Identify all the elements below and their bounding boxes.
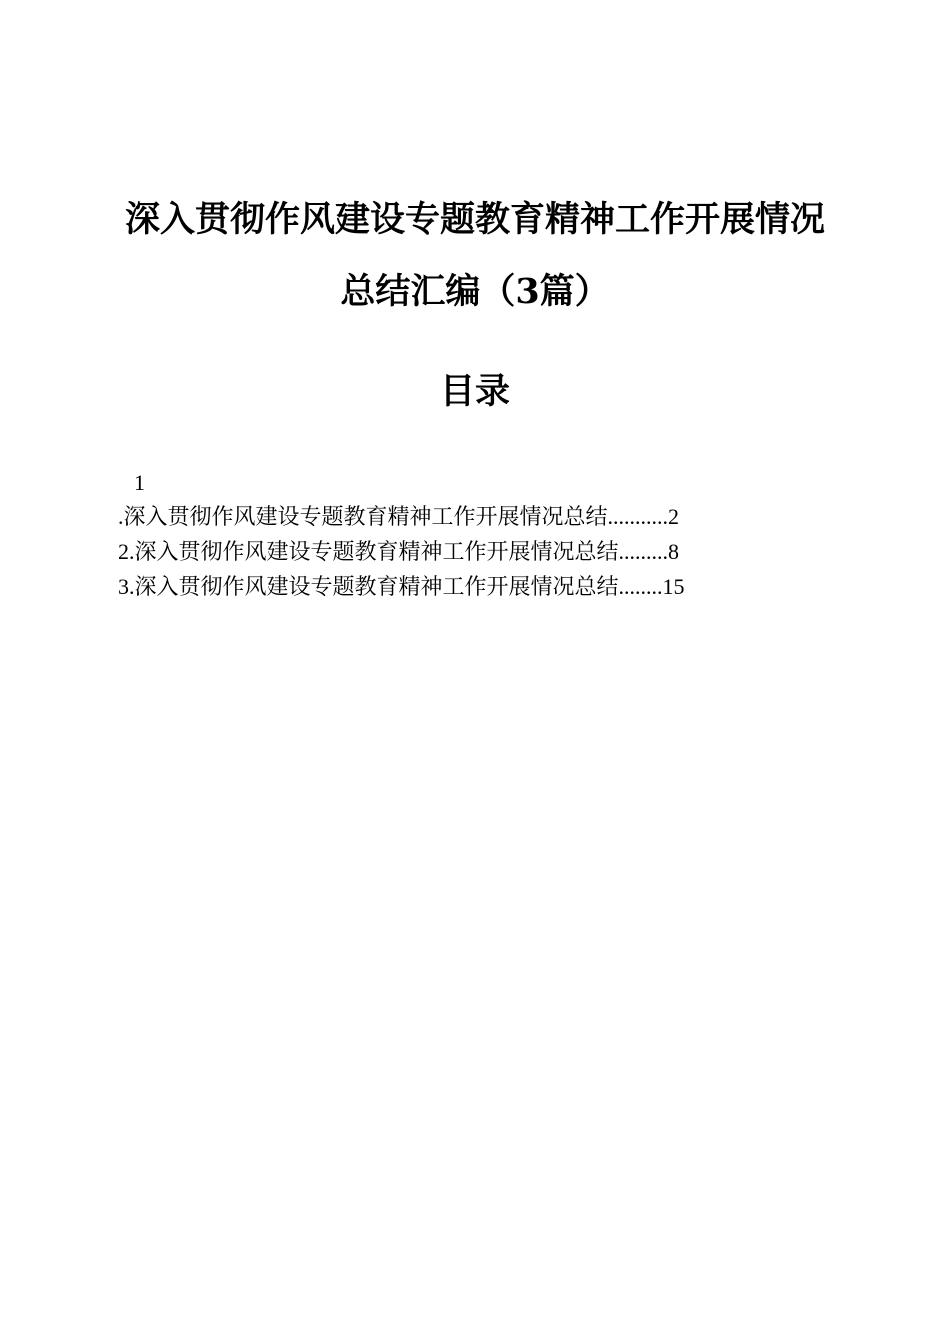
toc-item-3[interactable] [118, 570, 818, 605]
toc-item-3-prefix: 3. [118, 574, 135, 599]
toc-item-2-page: 8 [668, 539, 680, 564]
toc-item-2-text: 深入贯彻作风建设专题教育精神工作开展情况总结 [134, 540, 619, 565]
table-of-contents [118, 466, 818, 605]
toc-heading: 目录 [439, 371, 510, 412]
toc-item-1-page: 2 [668, 504, 680, 529]
document-title-line-1: 深入贯彻作风建设专题教育精神工作开展情况 [124, 199, 825, 240]
toc-item-1[interactable] [118, 500, 818, 535]
toc-item-2-prefix: 2. [118, 539, 135, 564]
toc-item-1-text: 深入贯彻作风建设专题教育精神工作开展情况总结 [123, 505, 608, 530]
toc-item-1-number: 1 [134, 470, 145, 495]
toc-item-1-leader: ........... [607, 504, 669, 529]
toc-item-3-page: 15 [662, 574, 685, 599]
document-title-line-2: 总结汇编（3篇） [340, 271, 610, 312]
toc-item-3-leader: ........ [618, 574, 663, 599]
toc-item-2-leader: ......... [618, 539, 669, 564]
toc-item-1-prefix: . [118, 504, 124, 529]
toc-item-3-text: 深入贯彻作风建设专题教育精神工作开展情况总结 [134, 575, 619, 600]
toc-item-2[interactable] [118, 535, 818, 570]
